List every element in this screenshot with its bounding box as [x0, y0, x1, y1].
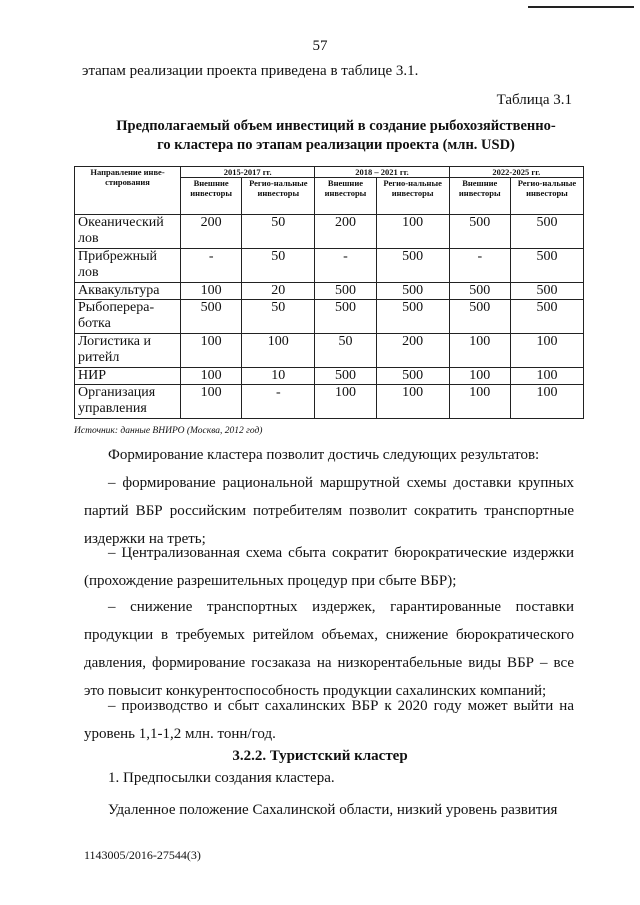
table-cell: 100: [449, 334, 510, 368]
table-cell: 100: [449, 385, 510, 419]
table-cell: -: [242, 385, 315, 419]
intro-line: этапам реализации проекта приведена в таблице 3.1.: [82, 63, 419, 79]
table-title-line-1: Предполагаемый объем инвестиций в создание рыбохозяйственно-: [116, 118, 556, 134]
table-header-row: [75, 167, 584, 178]
investment-table: [74, 166, 584, 419]
table-cell: 500: [449, 300, 510, 334]
table-cell: 100: [449, 368, 510, 385]
table-row: [75, 334, 584, 368]
table-cell: 500: [376, 249, 449, 283]
header-regional: Регио-нальные инвесторы: [376, 178, 449, 215]
table-cell: 500: [510, 283, 583, 300]
table-cell: 10: [242, 368, 315, 385]
table-cell: 50: [315, 334, 376, 368]
header-period: 2015-2017 гг.: [181, 167, 315, 178]
footer-code: 1143005/2016-27544(3): [84, 848, 201, 862]
table-title: [96, 117, 576, 155]
row-label: НИР: [75, 368, 181, 385]
table-row: [75, 249, 584, 283]
table-cell: 500: [315, 283, 376, 300]
row-label: Рыбоперера-ботка: [75, 300, 181, 334]
bullet-1: – формирование рациональной маршрутной схемы доставки крупных партий ВБР российским потребителям позволит сократить транспортные издержки на треть;: [84, 475, 574, 547]
table-cell: 100: [510, 385, 583, 419]
header-external: Внешние инвесторы: [315, 178, 376, 215]
table-cell: 200: [376, 334, 449, 368]
row-label: Аквакультура: [75, 283, 181, 300]
header-period: 2022-2025 гг.: [449, 167, 583, 178]
table-cell: 100: [315, 385, 376, 419]
table-row: [75, 368, 584, 385]
table-cell: 500: [315, 368, 376, 385]
header-period: 2018 – 2021 гг.: [315, 167, 449, 178]
table-cell: 100: [510, 334, 583, 368]
table-cell: 500: [510, 249, 583, 283]
table-cell: 500: [449, 215, 510, 249]
table-cell: 500: [376, 368, 449, 385]
row-label: Организация управления: [75, 385, 181, 419]
section-item-1: 1. Предпосылки создания кластера.: [108, 770, 335, 786]
bullet-4: – производство и сбыт сахалинских ВБР к 2020 году может выйти на уровень 1,1-1,2 млн. тонн/год.: [84, 698, 574, 742]
table-row: [75, 300, 584, 334]
bullet-2: – Централизованная схема сбыта сократит бюрократические издержки (прохождение разрешительных процедур при сбыте ВБР);: [84, 545, 574, 589]
table-cell: 100: [181, 334, 242, 368]
table-cell: 50: [242, 249, 315, 283]
table-cell: -: [449, 249, 510, 283]
section-paragraph: Удаленное положение Сахалинской области, низкий уровень развития: [108, 802, 558, 818]
bullet-3: – снижение транспортных издержек, гарантированные поставки продукции в требуемых ритейлом объемах, снижение бюрократического давления, формирование госзаказа на низкорентабельные виды ВБР – все это повысит конкурентоспособность продукции сахалинских компаний;: [84, 599, 574, 699]
table-cell: 500: [510, 300, 583, 334]
table-cell: 100: [242, 334, 315, 368]
row-label: Прибрежный лов: [75, 249, 181, 283]
table-cell: 200: [181, 215, 242, 249]
table-cell: 500: [376, 300, 449, 334]
table-cell: 50: [242, 215, 315, 249]
table-cell: 50: [242, 300, 315, 334]
results-paragraph: Формирование кластера позволит достичь следующих результатов:: [108, 447, 540, 463]
header-external: Внешние инвесторы: [181, 178, 242, 215]
page-number: 57: [312, 38, 328, 54]
table-cell: 100: [181, 385, 242, 419]
header-direction: Направление инве-стирования: [75, 167, 181, 215]
table-cell: 500: [510, 215, 583, 249]
table-cell: 100: [510, 368, 583, 385]
table-cell: 100: [376, 215, 449, 249]
table-cell: 200: [315, 215, 376, 249]
table-cell: 20: [242, 283, 315, 300]
header-regional: Регио-нальные инвесторы: [242, 178, 315, 215]
table-cell: 100: [181, 283, 242, 300]
table-cell: 500: [181, 300, 242, 334]
table-cell: -: [315, 249, 376, 283]
table-cell: 500: [449, 283, 510, 300]
table-cell: 100: [181, 368, 242, 385]
table-cell: -: [181, 249, 242, 283]
header-regional: Регио-нальные инвесторы: [510, 178, 583, 215]
table-row: [75, 215, 584, 249]
table-cell: 500: [376, 283, 449, 300]
row-label: Логистика и ритейл: [75, 334, 181, 368]
source-note: Источник: данные ВНИРО (Москва, 2012 год): [74, 426, 263, 436]
header-external: Внешние инвесторы: [449, 178, 510, 215]
table-row: [75, 385, 584, 419]
section-heading: 3.2.2. Туристский кластер: [232, 748, 408, 764]
table-title-line-2: го кластера по этапам реализации проекта (млн. USD): [157, 137, 515, 153]
top-rule: [528, 6, 634, 8]
table-cell: 100: [376, 385, 449, 419]
table-cell: 500: [315, 300, 376, 334]
table-row: [75, 283, 584, 300]
table-label: Таблица 3.1: [496, 92, 572, 108]
row-label: Океанический лов: [75, 215, 181, 249]
